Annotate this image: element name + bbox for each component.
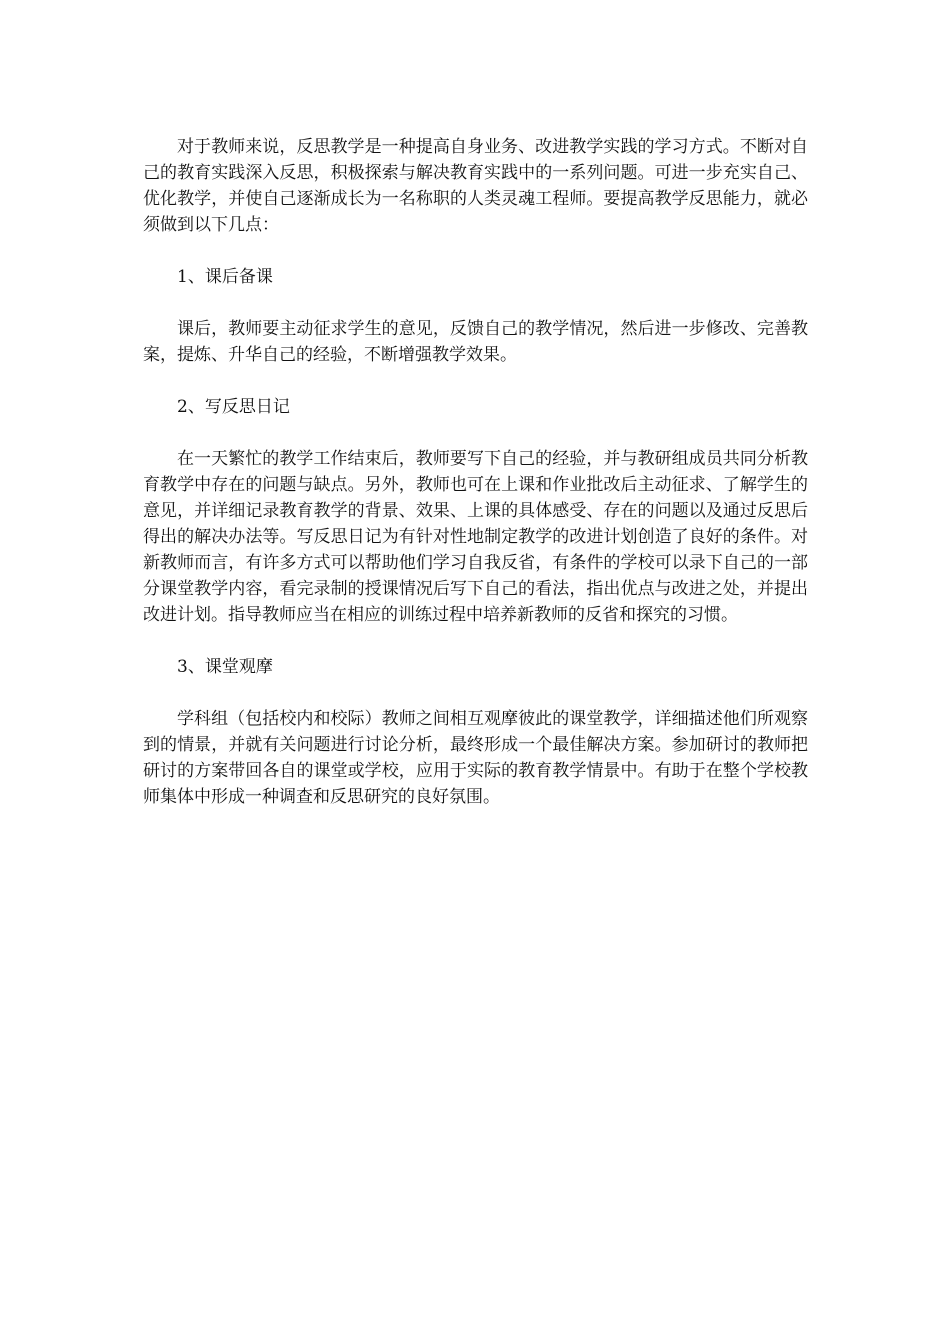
section-heading-2: 2、写反思日记 [177, 397, 290, 417]
paragraph-spacer [143, 238, 808, 264]
document-body [143, 134, 808, 810]
intro-paragraph: 对于教师来说，反思教学是一种提高自身业务、改进教学实践的学习方式。不断对自己的教育实践深入反思，积极探索与解决教育实践中的一系列问题。可进一步充实自己、优化教学，并使自己逐渐成长为一名称职的人类灵魂工程师。要提高教学反思能力，就必须做到以下几点： [143, 137, 808, 235]
section-body-1: 课后，教师要主动征求学生的意见，反馈自己的教学情况，然后进一步修改、完善教案，提炼、升华自己的经验，不断增强教学效果。 [143, 319, 808, 365]
paragraph-spacer [143, 290, 808, 316]
paragraph-spacer [143, 368, 808, 394]
section-body-3: 学科组（包括校内和校际）教师之间相互观摩彼此的课堂教学，详细描述他们所观察到的情景，并就有关问题进行讨论分析，最终形成一个最佳解决方案。参加研讨的教师把研讨的方案带回各自的课堂或学校，应用于实际的教育教学情景中。有助于在整个学校教师集体中形成一种调查和反思研究的良好氛围。 [143, 709, 808, 807]
paragraph-spacer [143, 420, 808, 446]
paragraph-spacer [143, 680, 808, 706]
paragraph-spacer [143, 628, 808, 654]
section-heading-3: 3、课堂观摩 [177, 657, 273, 677]
section-heading-1: 1、课后备课 [177, 267, 273, 287]
section-body-2: 在一天繁忙的教学工作结束后，教师要写下自己的经验，并与教研组成员共同分析教育教学中存在的问题与缺点。另外，教师也可在上课和作业批改后主动征求、了解学生的意见，并详细记录教育教学的背景、效果、上课的具体感受、存在的问题以及通过反思后得出的解决办法等。写反思日记为有针对性地制定教学的改进计划创造了良好的条件。对新教师而言，有许多方式可以帮助他们学习自我反省，有条件的学校可以录下自己的一部分课堂教学内容，看完录制的授课情况后写下自己的看法，指出优点与改进之处，并提出改进计划。指导教师应当在相应的训练过程中培养新教师的反省和探究的习惯。 [143, 449, 808, 625]
